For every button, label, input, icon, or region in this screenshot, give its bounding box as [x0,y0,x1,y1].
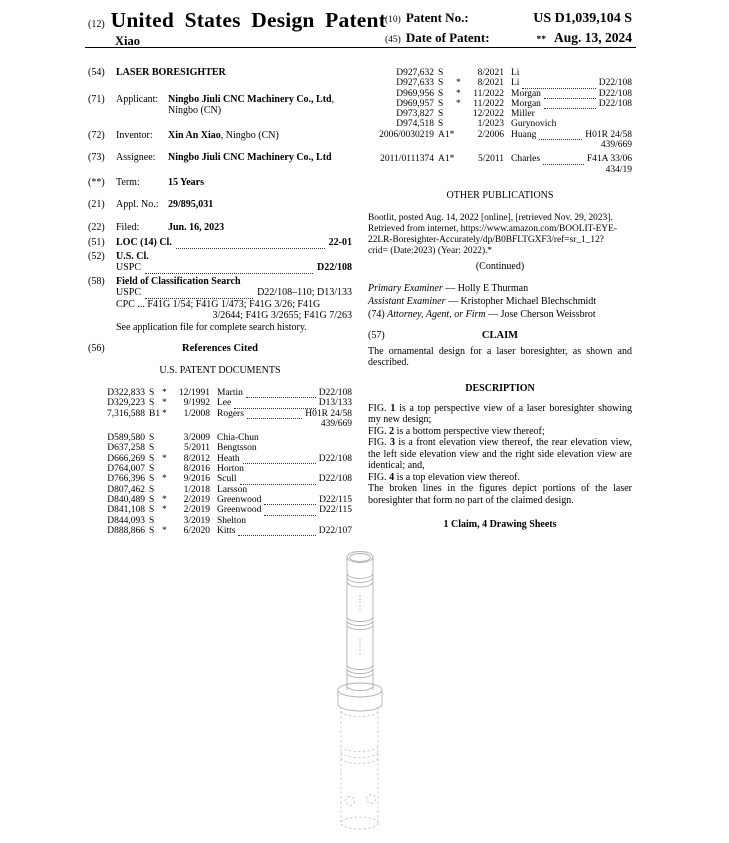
assignee-label: Assignee: [116,152,156,163]
reference-row: D927,632 S 8/2021 Li [396,68,520,78]
loc-class-row: LOC (14) Cl. 22-01 [116,237,352,248]
reference-row: D973,827 S 12/2022 Miller [396,109,535,120]
header-right [385,10,632,49]
right-column [368,60,632,530]
field-54-tag: (54) [88,67,105,78]
invention-title: LASER BORESIGHTER [116,67,226,78]
field-72-tag: (72) [88,129,105,141]
patent-number-row [385,10,632,27]
reference-row: D888,866 S * 6/2020 Kitts D22/107 [107,525,352,536]
field-73-tag: (73) [88,152,105,163]
other-publications-citation [368,213,632,257]
field-21-tag: (21) [88,199,105,210]
field-51-tag: (51) [88,237,105,248]
field-73-assignee [88,152,352,164]
inventor-value: Xin An Xiao, Ningbo (CN) [168,129,279,141]
reference-row: D764,007 S 8/2016 Horton [107,464,244,475]
uspc-class-row: USPC D22/108 [116,262,352,273]
reference-row: D637,258 S 5/2011 Bengtsson [107,443,257,454]
document-title: United States Design Patent [110,8,387,32]
reference-row: D841,108 S * 2/2019 Greenwood D22/115 [107,505,352,516]
patent-date-value: Aug. 13, 2024 [553,30,632,45]
description-heading: DESCRIPTION [465,382,535,394]
assignee-value: Ningbo Jiuli CNC Machinery Co., Ltd [168,152,332,163]
field-term [88,177,352,189]
inventor-label: Inventor: [116,129,153,141]
us-patent-documents-list-left [88,388,352,536]
header-left [88,8,386,49]
field-58-search [88,276,352,288]
references-cited-heading: (56) References Cited [88,343,258,354]
reference-row: D329,223 S * 9/1992 Lee D13/133 [107,398,352,409]
dotted-leader [145,295,253,299]
reference-row: D666,269 S * 8/2012 Heath D22/108 [107,453,352,464]
figure-solid-lines [338,552,382,712]
patent-date-row [385,30,632,46]
ipc-code-12: (12) [88,19,105,30]
examiners-block [368,282,632,321]
field-71-tag: (71) [88,93,105,105]
reference-row: D322,833 S * 12/1991 Martin D22/108 [107,388,352,398]
citation-line: crid= (Date:2023) (Year: 2022).* [368,245,493,256]
term-value: 15 Years [168,176,205,188]
reference-row: D969,956 S * 11/2022 Morgan D22/108 [396,88,632,99]
filed-label: Filed: [116,221,140,233]
citation-line: Bootlit, posted Aug. 14, 2022 [online], [retrieved Nov. 29, 2023]. [368,212,613,223]
reference-row: 2011/0111374 A1* 5/2011 Charles F41A 33/06 [380,154,632,165]
us-cl-label: U.S. Cl. [116,250,149,262]
search-cpc-line2: 3/2644; F41G 3/2655; F41G 7/263 [212,310,352,321]
citation-line: 22LR-Boresighter-Accurately/dp/B0BFLTGXF3/ref=sr_1_12? [368,234,604,245]
description-fig4: FIG. 4 is a top elevation view thereof. [368,471,520,483]
field-22-filed [88,222,352,234]
appl-no-label: Appl. No.: [116,199,159,210]
citation-line: Retrieved from internet, https://www.amazon.com/BOOLIT-EYE- [368,223,617,234]
field-57-tag: (57) [368,329,385,341]
filed-value: Jun. 16, 2023 [168,221,225,233]
field-term-tag: (**) [88,176,105,188]
reference-row: D927,633 S * 8/2021 Li D22/108 [396,78,632,89]
field-52-us-cl [88,251,352,263]
claim-heading: (57) CLAIM [368,329,519,341]
reference-row: D807,462 S 1/2018 Larsson [107,484,248,495]
us-patent-documents-heading: U.S. PATENT DOCUMENTS [159,365,281,376]
field-52-tag: (52) [88,250,105,262]
dotted-leader [145,270,313,274]
ipc-code-10: (10) [385,15,401,25]
search-note: See application file for complete search history. [116,321,307,333]
reference-row: D766,396 S * 9/2016 Scull D22/108 [107,474,352,485]
reference-row: D974,518 S 1/2023 Gurynovich [396,119,557,130]
ipc-code-45: (45) [385,35,401,45]
header-divider [85,47,636,48]
search-cpc-line1: CPC ... F41G 1/54; F41G 1/473; F41G 3/26; F41G [116,298,321,310]
patent-number-label: Patent No.: [405,10,469,25]
field-56-tag: (56) [88,343,105,354]
description-closing: The broken lines in the figures depict portions of the laser boresighter that form no part of the claimed design. [368,483,632,506]
figure-dashed-lines [341,707,378,829]
reference-row: D844,093 S 3/2019 Shelton [107,515,247,526]
search-uspc-row: USPC D22/108–110; D13/133 [116,287,352,298]
applicant-value: Ningbo Jiuli CNC Machinery Co., Ltd, Ningbo (CN) [168,93,335,116]
attorney-line: (74) Attorney, Agent, or Firm — Jose Cherson Weissbrot [368,308,596,320]
field-71-applicant [88,94,352,117]
field-58-tag: (58) [88,275,105,287]
patent-date-label: Date of Patent: [405,30,490,45]
claim-text: The ornamental design for a laser boresighter, as shown and described. [368,345,632,369]
reference-row: D589,580 S 3/2009 Chia-Chun [107,433,259,444]
field-72-inventor [88,130,352,142]
description-fig3: FIG. 3 is a front elevation view thereof, the rear elevation view, the left side elevation view and the right side elevation view are identical; and, [368,437,632,472]
description-fig2: FIG. 2 is a bottom perspective view thereof; [368,425,545,437]
reference-row: 7,316,588 B1 * 1/2008 Rogers H01R 24/58 [107,408,352,419]
patent-number-value: US D1,039,104 S [533,11,632,26]
description-fig1: FIG. 1 is a top perspective view of a laser boresighter showing my new design; [368,402,632,426]
field-51-loc [88,237,352,249]
term-asterisks: ** [536,35,546,45]
applicant-label: Applicant: [116,93,159,105]
claims-sheets-summary: 1 Claim, 4 Drawing Sheets [443,519,557,531]
field-21-appl-no [88,199,352,211]
other-publications-heading: OTHER PUBLICATIONS [446,189,554,201]
left-column [88,60,352,536]
patent-figure-boresighter [288,543,438,843]
inventor-surname: Xiao [115,34,140,48]
field-54-title [88,67,352,79]
reference-row-continuation: 439/669 [320,418,352,429]
reference-row: 2006/0030219 A1* 2/2006 Huang H01R 24/58 [379,129,632,140]
dotted-leader [176,245,325,249]
continued-note: (Continued) [475,260,525,272]
primary-examiner-line: Primary Examiner — Holly E Thurman [368,282,529,294]
reference-row: D969,957 S * 11/2022 Morgan D22/108 [396,98,632,109]
assistant-examiner-line: Assistant Examiner — Kristopher Michael Blechschmidt [368,295,597,307]
field-search-label: Field of Classification Search [116,275,241,287]
field-22-tag: (22) [88,221,105,233]
reference-row-continuation: 434/19 [605,164,632,175]
us-patent-documents-list-right [368,68,632,175]
reference-row: D840,489 S * 2/2019 Greenwood D22/115 [107,494,352,505]
appl-no-value: 29/895,031 [168,199,214,210]
reference-row-continuation: 439/669 [600,140,632,151]
term-label: Term: [116,176,140,188]
